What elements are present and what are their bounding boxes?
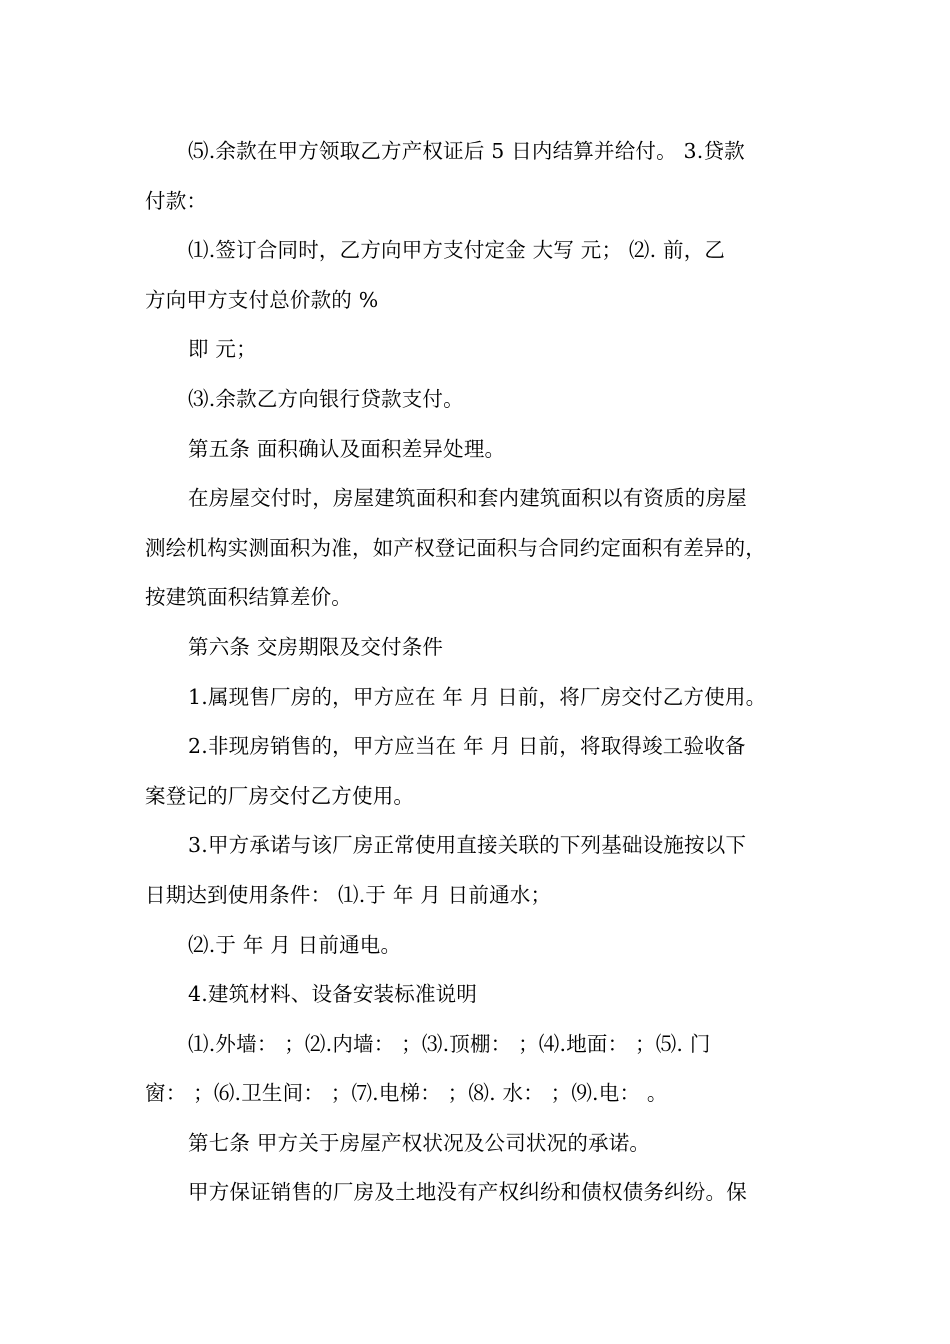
text-line: 按建筑面积结算差价。 [145,585,352,610]
section-heading: 第六条 交房期限及交付条件 [188,634,444,659]
text-line: ⑴.外墙： ；⑵.内墙： ；⑶.顶棚： ；⑷.地面： ；⑸. 门 [188,1031,711,1056]
text-line: 付款： [145,188,208,213]
text-line: 3.甲方承诺与该厂房正常使用直接关联的下列基础设施按以下 [188,833,747,858]
text-line: ⑴.签订合同时，乙方向甲方支付定金 大写 元； ⑵. 前，乙 [188,238,726,263]
text-line: ⑸.余款在甲方领取乙方产权证后 5 日内结算并给付。 3.贷款 [188,139,745,163]
section-heading: 第五条 面积确认及面积差异处理。 [188,436,506,461]
text-line: 在房屋交付时，房屋建筑面积和套内建筑面积以有资质的房屋 [188,486,747,511]
text-line: 日期达到使用条件： ⑴.于 年 月 日前通水； [145,882,552,907]
text-line: ⑵.于 年 月 日前通电。 [188,932,402,957]
text-line: 2.非现房销售的，甲方应当在 年 月 日前，将取得竣工验收备 [188,734,746,759]
text-line: 方向甲方支付总价款的 % [145,287,379,312]
text-line: 测绘机构实测面积为准，如产权登记面积与合同约定面积有差异的， [145,535,766,560]
contract-text-body [145,127,810,1218]
text-line: 4.建筑材料、设备安装标准说明 [188,982,478,1007]
text-line: 即 元； [188,337,257,362]
text-line: 案登记的厂房交付乙方使用。 [145,783,415,808]
section-heading: 第七条 甲方关于房屋产权状况及公司状况的承诺。 [188,1130,651,1155]
text-line: 1.属现售厂房的，甲方应在 年 月 日前，将厂房交付乙方使用。 [188,684,767,709]
text-line: 窗： ；⑹.卫生间： ；⑺.电梯： ；⑻. 水： ；⑼.电： 。 [145,1081,668,1106]
text-line: ⑶.余款乙方向银行贷款支付。 [188,386,464,411]
text-line: 甲方保证销售的厂房及土地没有产权纠纷和债权债务纠纷。保 [188,1180,747,1205]
